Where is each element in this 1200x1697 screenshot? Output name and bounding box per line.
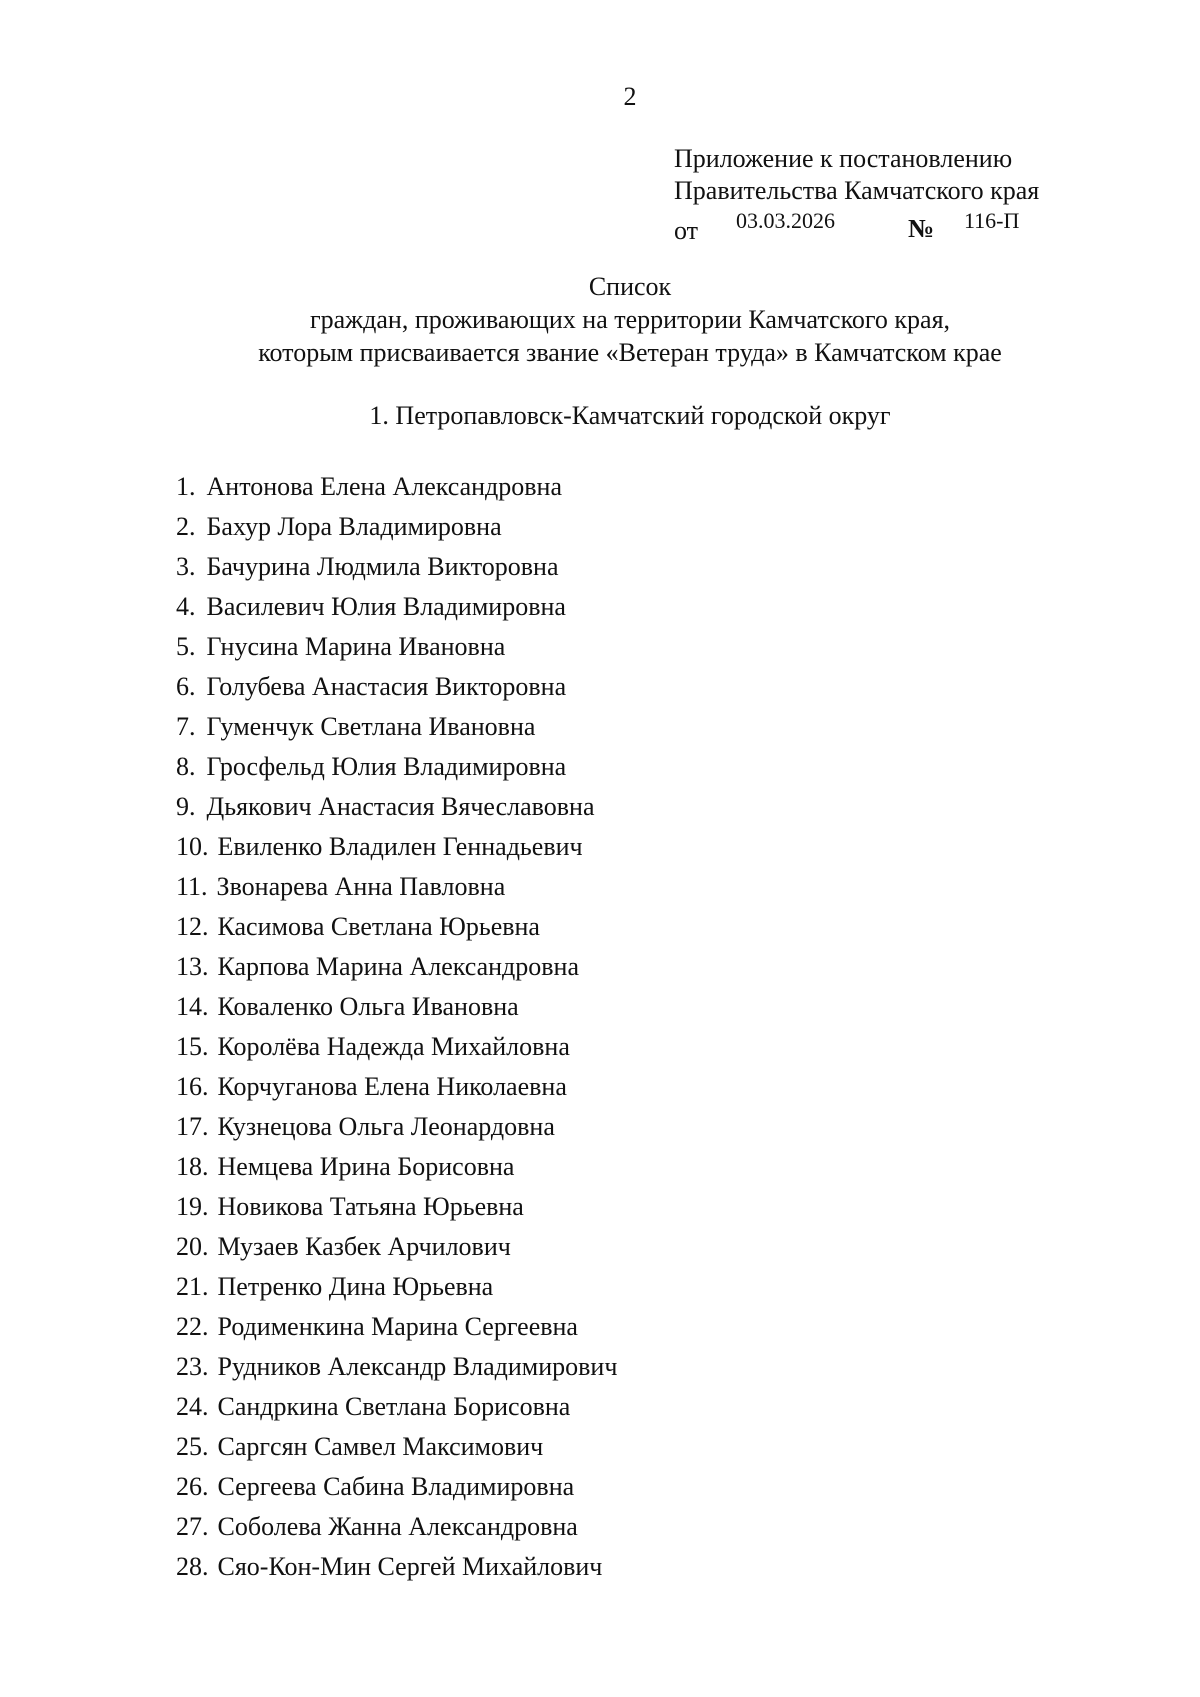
people-list <box>176 467 617 1587</box>
list-item <box>176 507 617 547</box>
title-line-2: граждан, проживающих на территории Камчатского края, <box>309 305 951 334</box>
list-item <box>176 1107 617 1147</box>
list-item <box>176 587 617 627</box>
list-item <box>176 1267 617 1307</box>
list-item-number: 14. <box>176 992 209 1021</box>
list-item-name: Саргсян Самвел Максимович <box>217 1432 544 1461</box>
list-item-number: 23. <box>176 1352 209 1381</box>
list-item-name: Соболева Жанна Александровна <box>217 1512 578 1541</box>
list-item-number: 25. <box>176 1432 209 1461</box>
list-item-number: 20. <box>176 1232 209 1261</box>
list-item-number: 5. <box>176 632 196 661</box>
list-item-number: 7. <box>176 712 196 741</box>
list-item-number: 28. <box>176 1552 209 1581</box>
list-item-number: 13. <box>176 952 209 981</box>
list-item-name: Звонарева Анна Павловна <box>216 872 506 901</box>
list-item-name: Голубева Анастасия Викторовна <box>206 672 567 701</box>
list-item-number: 8. <box>176 752 196 781</box>
list-item-name: Гросфельд Юлия Владимировна <box>206 752 567 781</box>
list-item-name: Василевич Юлия Владимировна <box>206 592 566 621</box>
list-item <box>176 1427 617 1467</box>
appendix-line-2: Правительства Камчатского края <box>674 176 1040 205</box>
list-item-number: 17. <box>176 1112 209 1141</box>
list-item-name: Немцева Ирина Борисовна <box>217 1152 515 1181</box>
list-item-name: Сандркина Светлана Борисовна <box>217 1392 571 1421</box>
list-item <box>176 1547 617 1587</box>
list-item-number: 22. <box>176 1312 209 1341</box>
list-item-number: 9. <box>176 792 196 821</box>
list-item-name: Касимова Светлана Юрьевна <box>217 912 540 941</box>
list-item-number: 11. <box>176 872 208 901</box>
list-item-name: Дьякович Анастасия Вячеславовна <box>206 792 595 821</box>
list-item-number: 18. <box>176 1152 209 1181</box>
list-item <box>176 1467 617 1507</box>
list-item <box>176 547 617 587</box>
list-item-name: Королёва Надежда Михайловна <box>217 1032 570 1061</box>
list-item-name: Карпова Марина Александровна <box>217 952 579 981</box>
list-item-name: Гуменчук Светлана Ивановна <box>206 712 536 741</box>
list-item-name: Антонова Елена Александровна <box>206 472 562 501</box>
list-item-name: Евиленко Владилен Геннадьевич <box>217 832 583 861</box>
list-item <box>176 907 617 947</box>
appendix-line-1: Приложение к постановлению <box>674 144 1013 173</box>
list-item <box>176 827 617 867</box>
list-item <box>176 1147 617 1187</box>
list-item-name: Бачурина Людмила Викторовна <box>206 552 559 581</box>
list-item <box>176 787 617 827</box>
list-item-number: 19. <box>176 1192 209 1221</box>
list-item-name: Новикова Татьяна Юрьевна <box>217 1192 524 1221</box>
number-sign: № <box>908 214 935 243</box>
title-line-3: которым присваивается звание «Ветеран труда» в Камчатском крае <box>258 338 1002 367</box>
list-item <box>176 987 617 1027</box>
list-item-number: 26. <box>176 1472 209 1501</box>
list-item-name: Кузнецова Ольга Леонардовна <box>217 1112 555 1141</box>
list-item <box>176 467 617 507</box>
list-item-name: Музаев Казбек Арчилович <box>217 1232 511 1261</box>
from-label: от <box>674 216 699 245</box>
list-item-number: 27. <box>176 1512 209 1541</box>
list-item-name: Сергеева Сабина Владимировна <box>217 1472 575 1501</box>
section-title: 1. Петропавловск-Камчатский городской округ <box>369 401 891 430</box>
resolution-number: 116-П <box>964 208 1020 233</box>
list-item <box>176 1507 617 1547</box>
list-item <box>176 707 617 747</box>
list-item-number: 21. <box>176 1272 209 1301</box>
list-item-name: Гнусина Марина Ивановна <box>206 632 506 661</box>
list-item-number: 10. <box>176 832 209 861</box>
list-item <box>176 1307 617 1347</box>
list-item <box>176 667 617 707</box>
appendix-block <box>674 143 1039 243</box>
list-item-name: Коваленко Ольга Ивановна <box>217 992 519 1021</box>
list-item-name: Родименкина Марина Сергеевна <box>217 1312 578 1341</box>
page-number: 2 <box>623 82 637 111</box>
list-item <box>176 627 617 667</box>
list-item-number: 2. <box>176 512 196 541</box>
title-line-1: Список <box>588 272 672 301</box>
list-item-name: Корчуганова Елена Николаевна <box>217 1072 567 1101</box>
list-item-number: 6. <box>176 672 196 701</box>
document-title <box>0 270 1200 369</box>
list-item <box>176 747 617 787</box>
list-item-number: 16. <box>176 1072 209 1101</box>
list-item-number: 3. <box>176 552 196 581</box>
list-item <box>176 1387 617 1427</box>
list-item <box>176 867 617 907</box>
list-item-number: 4. <box>176 592 196 621</box>
list-item-number: 15. <box>176 1032 209 1061</box>
list-item <box>176 1227 617 1267</box>
list-item-name: Бахур Лора Владимировна <box>206 512 502 541</box>
list-item-number: 1. <box>176 472 196 501</box>
list-item-name: Рудников Александр Владимирович <box>217 1352 618 1381</box>
list-item <box>176 1187 617 1227</box>
list-item-number: 12. <box>176 912 209 941</box>
list-item <box>176 947 617 987</box>
list-item <box>176 1067 617 1107</box>
resolution-date: 03.03.2026 <box>736 208 835 233</box>
list-item <box>176 1347 617 1387</box>
list-item-number: 24. <box>176 1392 209 1421</box>
registration-row <box>674 207 1039 243</box>
list-item-name: Сяо-Кон-Мин Сергей Михайлович <box>217 1552 603 1581</box>
list-item-name: Петренко Дина Юрьевна <box>217 1272 494 1301</box>
list-item <box>176 1027 617 1067</box>
